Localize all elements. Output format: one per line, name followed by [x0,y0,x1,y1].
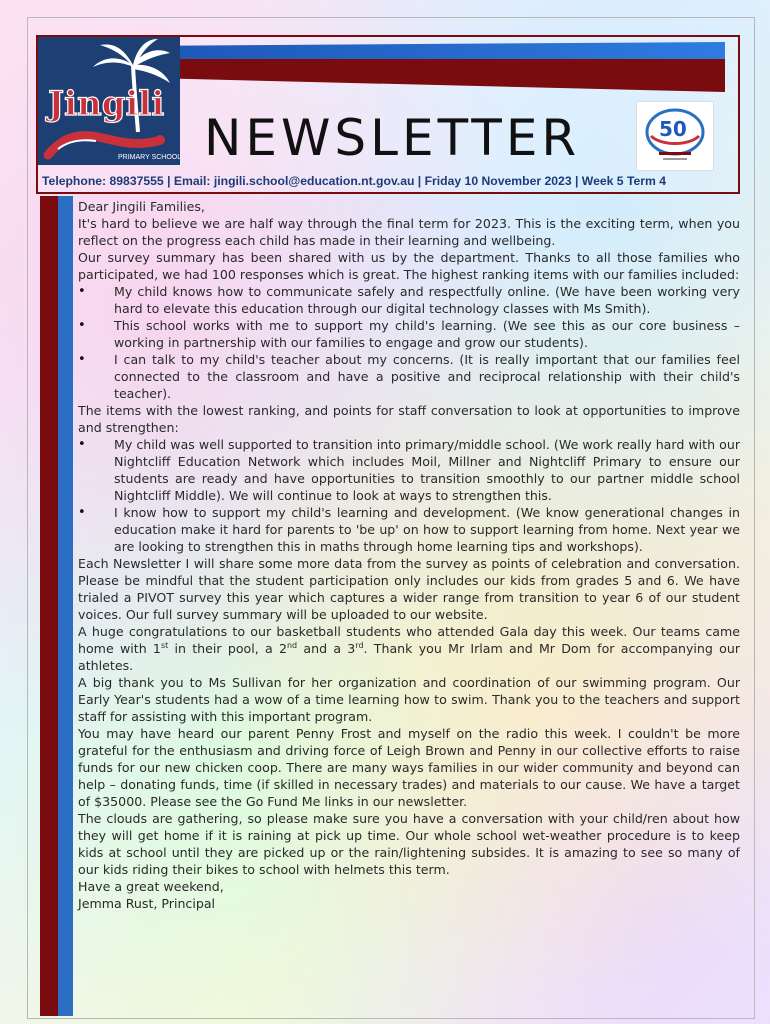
paragraph-intro: It's hard to believe we are half way through the final term for 2023. This is the exciting term, when you reflect on the progress each child has made in their learning and wellbeing. [78,216,740,248]
list-item: • My child knows how to communicate safely and respectfully online. (We have been working very hard to elevate this education through our digital technology classes with Ms Smith). [78,283,740,317]
greeting: Dear Jingili Families, [78,199,205,214]
side-bar-blue [58,196,73,1016]
paragraph-survey: Our survey summary has been shared with us by the department. Thanks to all those families who participated, we had 100 responses which is great. The highest ranking items with our families included: [78,250,740,282]
list-item: • I can talk to my child's teacher about my concerns. (It is really important that our families feel connected to the classroom and have a positive and reciprocal relationship with their child's teacher). [78,351,740,402]
highest-ranking-list [78,283,740,402]
basketball-text: in their pool, a 2 [168,641,287,656]
basketball-text: A huge congratulations to our basketball students who attended Gala day this week. Our teams came home with 1 [78,624,740,656]
newsletter-title: NEWSLETTER [204,109,581,167]
paragraph-survey-data: Each Newsletter I will share some more data from the survey as points of celebration and conversation. Please be mindful that the student participation only includes our kids from grades 5 and 6. We have trialed a PIVOT survey this year which captures a wider range from transition to year 6 of our student voices. Our full survey summary will be uploaded to our website. [78,556,740,622]
paragraph-basketball [78,623,740,674]
school-logo [38,37,180,165]
paragraph-swimming: A big thank you to Ms Sullivan for her organization and coordination of our swimming program. Our Early Year's students had a wow of a time learning how to swim. Thank you to the teachers and support staff for assisting with this important program. [78,675,740,724]
contact-line: Telephone: 89837555 | Email: jingili.school@education.nt.gov.au | Friday 10 November 2023 | Week 5 Term 4 [42,174,667,188]
list-item: • I know how to support my child's learning and development. (We know generational changes in education make it hard for parents to 'be up' on how to support learning from home. Next year we are looking to strengthen this in maths through home learning tips and workshops). [78,504,740,555]
lowest-ranking-list [78,436,740,555]
basketball-text: . Thank you Mr Irlam and Mr Dom for accompanying our athletes. [78,641,740,673]
paragraph-lowest-intro: The items with the lowest ranking, and points for staff conversation to look at opportunities to improve and strengthen: [78,403,740,435]
logo-subtext: PRIMARY SCHOOL [118,154,180,161]
ordinal-suffix: st [160,640,169,650]
paragraph-weather: The clouds are gathering, so please make sure you have a conversation with your child/ren about how they will get home if it is raining at pick up time. Our whole school wet-weather procedure is to keep kids at school until they are picked up or the rain/lightening subsides. It is amazing to see so many of our kids riding their bikes to school with helmets this term. [78,811,740,877]
principal-letter [78,198,740,912]
badge-number: 50 [659,117,687,141]
basketball-text: and a 3 [297,641,356,656]
logo-wordmark: Jingili [48,84,165,124]
anniversary-badge [636,101,714,171]
side-bar-maroon [40,196,58,1016]
paragraph-radio: You may have heard our parent Penny Frost and myself on the radio this week. I couldn't be more grateful for the enthusiasm and driving force of Leigh Brown and Penny in our collective efforts to raise funds for our new chicken coop. There are many ways families in our wider community and beyond can help – donating funds, time (if skilled in necessary trades) and materials to our cause. We have a target of $35000. Please see the Go Fund Me links in our newsletter. [78,726,740,809]
list-item: • My child was well supported to transition into primary/middle school. (We work really hard with our Nightcliff Education Network which includes Moil, Millner and Nightcliff Primary to ensure our students are ready and have opportunities to transition smoothly to our partner middle school Nightcliff Middle). We will continue to look at ways to strengthen this. [78,436,740,504]
ordinal-suffix: rd [355,640,364,650]
palm-tree-logo-icon [38,37,180,165]
list-item: • This school works with me to support my child's learning. (We see this as our core business – working in partnership with our families to engage and grow our students). [78,317,740,351]
fifty-years-badge-icon [637,102,713,170]
signature: Jemma Rust, Principal [78,896,216,911]
closing: Have a great weekend, [78,879,224,894]
ordinal-suffix: nd [286,640,298,650]
